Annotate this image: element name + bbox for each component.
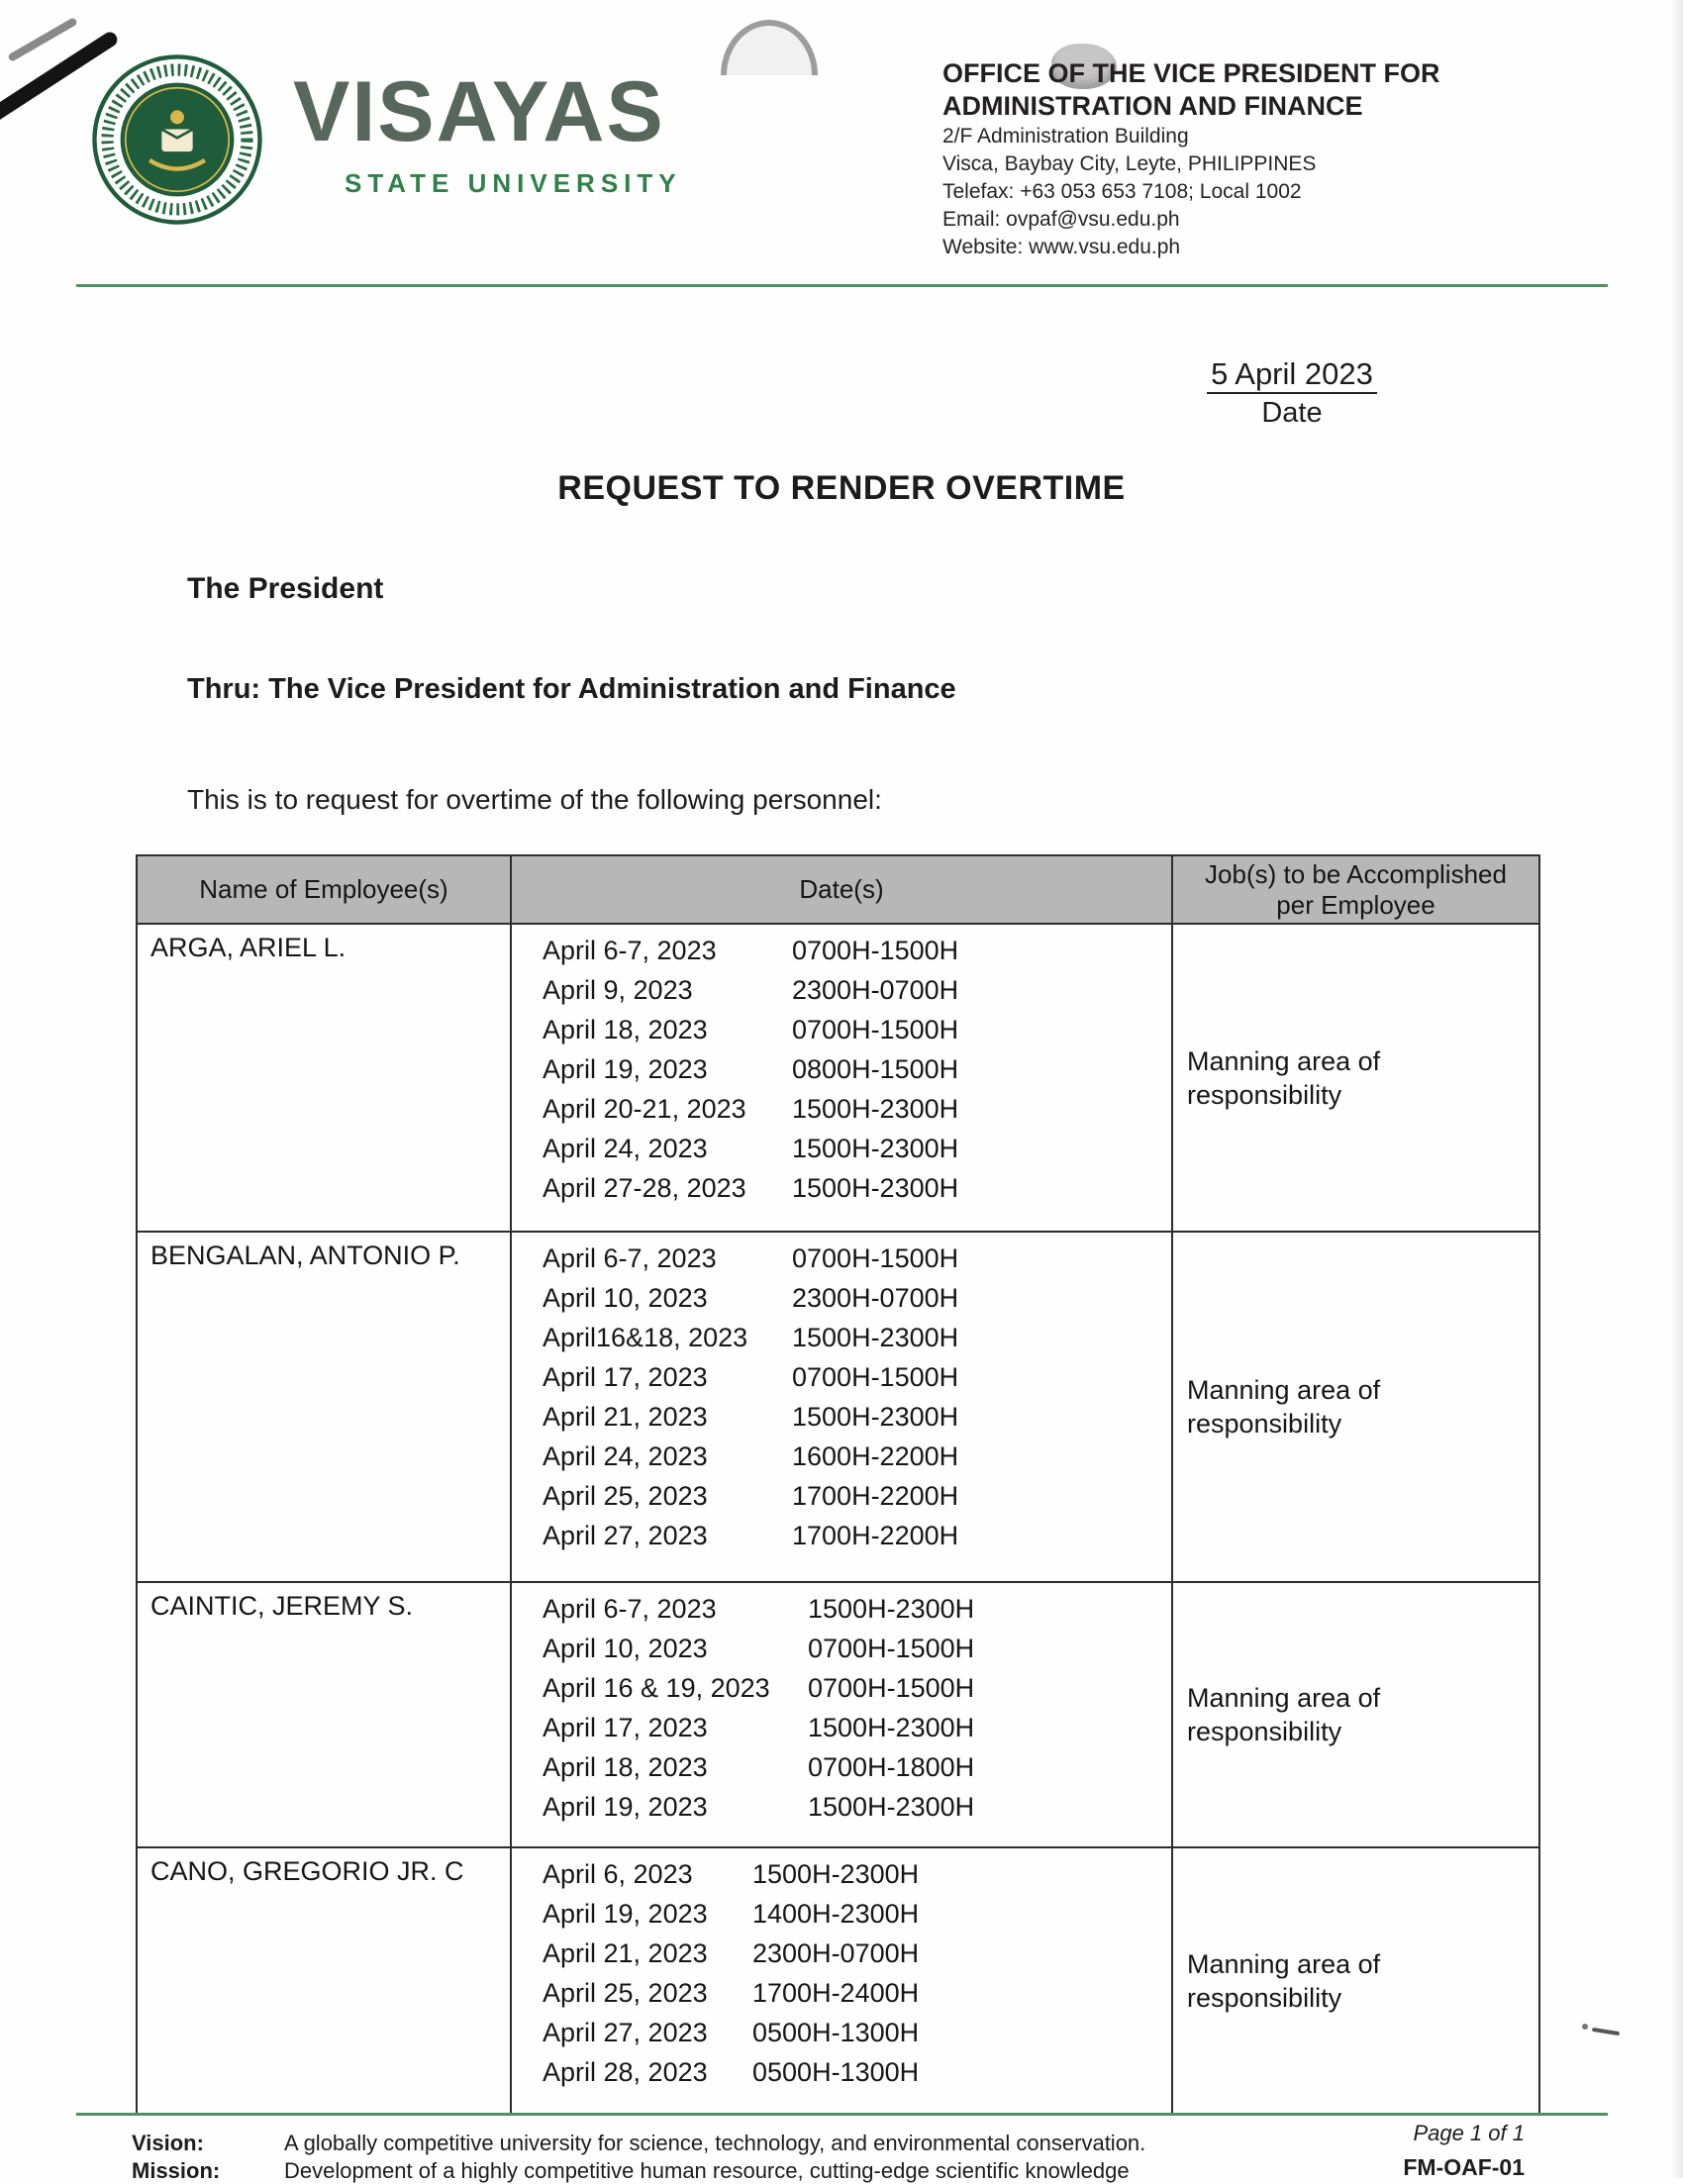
office-address-line4: Email: ovpaf@vsu.edu.ph	[942, 208, 1180, 231]
entry-date: April 18, 2023	[543, 1752, 708, 1782]
entry-time: 1500H-2300H	[808, 1713, 975, 1742]
table-row	[137, 1232, 1539, 1582]
overtime-entry	[543, 1747, 1171, 1787]
intro-line: This is to request for overtime of the following personnel:	[187, 784, 882, 815]
entry-time: 1500H-2300H	[792, 1134, 959, 1163]
dates-cell	[511, 1582, 1172, 1847]
entry-time: 1500H-2300H	[808, 1792, 975, 1822]
entry-date: April 27, 2023	[543, 1521, 708, 1550]
entry-time: 0800H-1500H	[792, 1054, 959, 1084]
thru-line: Thru: The Vice President for Administration and Finance	[187, 673, 956, 705]
overtime-entry	[543, 1894, 1171, 1934]
entry-date: April 6, 2023	[543, 1859, 693, 1889]
entry-time: 1400H-2300H	[752, 1899, 920, 1929]
entry-date: April 28, 2023	[543, 2057, 708, 2087]
col-header-job: Job(s) to be Accomplished per Employee	[1172, 855, 1539, 924]
addressee-line: The President	[187, 572, 384, 605]
overtime-entry	[543, 1129, 1171, 1168]
office-header-block	[942, 57, 1517, 261]
overtime-table	[136, 854, 1540, 2113]
office-address-line1: 2/F Administration Building	[942, 125, 1189, 148]
dates-cell	[511, 1232, 1172, 1582]
entry-time: 1500H-2300H	[792, 1323, 959, 1352]
overtime-entry	[543, 1589, 1171, 1629]
mission-label: Mission:	[132, 2158, 221, 2183]
office-address-line2: Visca, Baybay City, Leyte, PHILIPPINES	[942, 152, 1317, 175]
entry-time: 1500H-2300H	[808, 1594, 975, 1624]
job-line: responsibility	[1187, 1982, 1342, 2013]
job-line: responsibility	[1187, 1079, 1342, 1110]
entry-time: 2300H-0700H	[792, 975, 959, 1005]
overtime-entry	[543, 970, 1171, 1010]
overtime-entry	[543, 1010, 1171, 1049]
employee-name-cell: CANO, GREGORIO JR. C	[137, 1847, 511, 2113]
scan-artifact-edge-mark	[1592, 2028, 1620, 2035]
overtime-entry	[543, 1357, 1171, 1397]
overtime-entry	[543, 1089, 1171, 1129]
entry-time: 0700H-1500H	[808, 1634, 975, 1663]
university-seal-logo	[91, 53, 263, 226]
job-text	[1187, 1044, 1537, 1112]
job-line: responsibility	[1187, 1717, 1342, 1746]
university-wordmark-subtitle: STATE UNIVERSITY	[345, 168, 682, 198]
entry-date: April 25, 2023	[543, 1978, 708, 2008]
entry-time: 0700H-1500H	[808, 1673, 975, 1703]
date-label: Date	[1261, 397, 1323, 429]
overtime-entry	[543, 1437, 1171, 1476]
table-row	[137, 1847, 1539, 2113]
job-text	[1187, 1373, 1537, 1440]
employee-table-body	[137, 924, 1539, 2113]
entry-time: 0700H-1800H	[808, 1752, 975, 1782]
table-header-row	[137, 855, 1539, 924]
office-address-line5: Website: www.vsu.edu.ph	[942, 236, 1181, 258]
entry-time: 1500H-2300H	[792, 1094, 959, 1124]
overtime-entry	[543, 1629, 1171, 1668]
overtime-entry	[543, 1278, 1171, 1318]
entry-time: 1500H-2300H	[792, 1402, 959, 1432]
job-cell	[1172, 924, 1539, 1232]
entry-date: April 20-21, 2023	[543, 1094, 746, 1124]
vsu-seal-icon	[91, 53, 263, 226]
job-line: Manning area of	[1187, 1948, 1381, 1979]
overtime-entry	[543, 1168, 1171, 1208]
entry-time: 1700H-2200H	[792, 1481, 959, 1511]
overtime-entry	[543, 1787, 1171, 1827]
overtime-entry	[543, 1516, 1171, 1555]
overtime-entry	[543, 1973, 1171, 2013]
col-header-employee-name: Name of Employee(s)	[137, 855, 511, 924]
dates-cell	[511, 924, 1172, 1232]
overtime-entry	[543, 2052, 1171, 2092]
entry-time: 0700H-1500H	[792, 936, 959, 965]
entry-time: 1500H-2300H	[752, 1859, 920, 1889]
entry-time: 1700H-2200H	[792, 1521, 959, 1550]
entry-time: 0500H-1300H	[752, 2018, 920, 2047]
footer-divider-rule	[76, 2113, 1608, 2116]
entry-time: 0700H-1500H	[792, 1015, 959, 1044]
entry-date: April 6-7, 2023	[543, 936, 717, 965]
entry-time: 2300H-0700H	[752, 1938, 920, 1968]
header-divider-rule	[76, 284, 1608, 287]
entry-time: 1500H-2300H	[792, 1173, 959, 1203]
entry-date: April 25, 2023	[543, 1481, 708, 1511]
dates-cell	[511, 1847, 1172, 2113]
entry-date: April 21, 2023	[543, 1402, 708, 1432]
table-row	[137, 1582, 1539, 1847]
entry-date: April 19, 2023	[543, 1054, 708, 1084]
entry-date: April16&18, 2023	[543, 1323, 748, 1352]
scan-artifact-corner-streak	[7, 17, 78, 62]
entry-date: April 19, 2023	[543, 1792, 708, 1822]
entry-date: April 16 & 19, 2023	[543, 1673, 770, 1703]
overtime-entry	[543, 1239, 1171, 1278]
job-text	[1187, 1947, 1537, 2015]
table-row	[137, 924, 1539, 1232]
entry-time: 0500H-1300H	[752, 2057, 920, 2087]
entry-date: April 18, 2023	[543, 1015, 708, 1044]
entry-date: April 10, 2023	[543, 1634, 708, 1663]
entry-date: April 21, 2023	[543, 1938, 708, 1968]
entry-time: 1700H-2400H	[752, 1978, 920, 2008]
entry-date: April 6-7, 2023	[543, 1243, 717, 1273]
scan-artifact-edge-dot	[1582, 2024, 1588, 2030]
job-line: Manning area of	[1187, 1683, 1381, 1713]
vision-text: A globally competitive university for science, technology, and environmental conservation.	[284, 2131, 1146, 2155]
page-number: Page 1 of 1	[1413, 2121, 1525, 2145]
entry-date: April 17, 2023	[543, 1713, 708, 1742]
entry-date: April 19, 2023	[543, 1899, 708, 1929]
employee-name-cell: CAINTIC, JEREMY S.	[137, 1582, 511, 1847]
overtime-entry	[543, 1708, 1171, 1747]
overtime-entry	[543, 1476, 1171, 1516]
job-line: Manning area of	[1187, 1375, 1381, 1405]
entry-date: April 10, 2023	[543, 1283, 708, 1313]
col-header-dates: Date(s)	[511, 855, 1172, 924]
entry-date: April 27, 2023	[543, 2018, 708, 2047]
employee-name-cell: BENGALAN, ANTONIO P.	[137, 1232, 511, 1582]
overtime-entry	[543, 1668, 1171, 1708]
job-cell	[1172, 1847, 1539, 2113]
mission-text: Development of a highly competitive human resource, cutting-edge scientific knowledge	[284, 2158, 1130, 2183]
entry-time: 2300H-0700H	[792, 1283, 959, 1313]
job-cell	[1172, 1232, 1539, 1582]
overtime-entry	[543, 1854, 1171, 1894]
entry-time: 0700H-1500H	[792, 1362, 959, 1392]
overtime-entry	[543, 1318, 1171, 1357]
overtime-entry	[543, 931, 1171, 970]
office-title-line2: ADMINISTRATION AND FINANCE	[942, 91, 1363, 121]
entry-date: April 17, 2023	[543, 1362, 708, 1392]
overtime-entry	[543, 1397, 1171, 1437]
office-title-line1: OFFICE OF THE VICE PRESIDENT FOR	[942, 58, 1440, 88]
employee-name-cell: ARGA, ARIEL L.	[137, 924, 511, 1232]
job-line: responsibility	[1187, 1409, 1342, 1439]
overtime-entry	[543, 1049, 1171, 1089]
form-code: FM-OAF-01	[1403, 2154, 1525, 2180]
job-text	[1187, 1681, 1537, 1748]
entry-date: April 24, 2023	[543, 1441, 708, 1471]
entry-date: April 9, 2023	[543, 975, 693, 1005]
overtime-entry	[543, 2013, 1171, 2052]
entry-time: 0700H-1500H	[792, 1243, 959, 1273]
vision-label: Vision:	[132, 2131, 204, 2155]
job-cell	[1172, 1582, 1539, 1847]
mission-row	[132, 2158, 1181, 2184]
vision-row	[132, 2131, 1181, 2156]
scan-artifact-paper-curl	[721, 20, 818, 75]
entry-date: April 6-7, 2023	[543, 1594, 717, 1624]
date-block	[1138, 356, 1445, 430]
university-wordmark: VISAYAS	[293, 64, 665, 159]
entry-date: April 27-28, 2023	[543, 1173, 746, 1203]
overtime-table-wrap	[136, 854, 1545, 2113]
job-line: Manning area of	[1187, 1045, 1381, 1076]
scan-edge-shadow	[1671, 0, 1683, 2178]
entry-date: April 24, 2023	[543, 1134, 708, 1163]
overtime-entry	[543, 1934, 1171, 1973]
entry-time: 1600H-2200H	[792, 1441, 959, 1471]
document-title: REQUEST TO RENDER OVERTIME	[557, 469, 1126, 507]
office-address-line3: Telefax: +63 053 653 7108; Local 1002	[942, 180, 1302, 203]
date-value: 5 April 2023	[1207, 356, 1377, 394]
